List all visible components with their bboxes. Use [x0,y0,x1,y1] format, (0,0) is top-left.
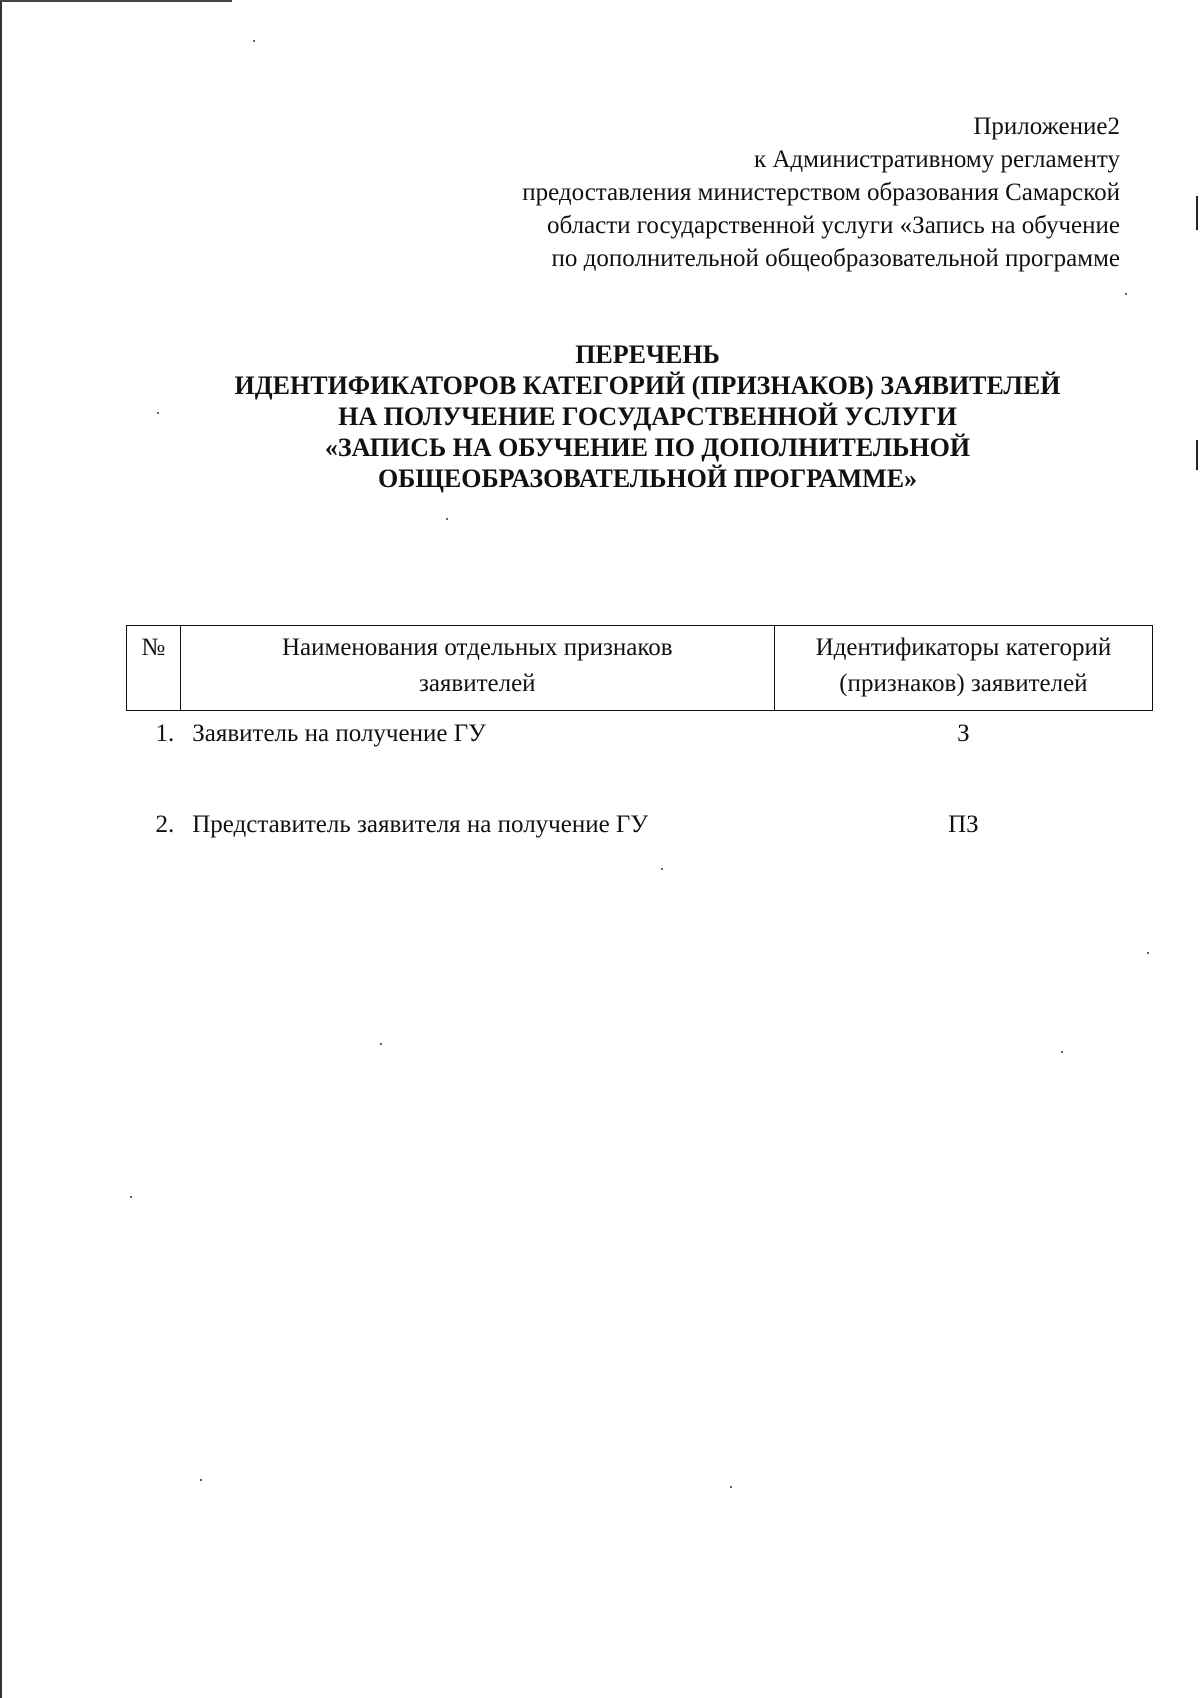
row-applicant-feature: Представитель заявителя на получение ГУ [192,811,649,838]
table-header-row [127,626,1153,711]
header-id-line: Идентификаторы категорий [815,634,1112,661]
scan-speck [1061,1051,1063,1053]
header-number-label: № [141,634,166,661]
row-category-identifier: З [957,720,970,747]
header-number [127,626,181,711]
header-name-line: заявителей [418,670,536,697]
header-name-line: Наименования отдельных признаков [281,634,673,661]
header-applicant-feature-name [180,626,774,711]
scan-speck [661,868,663,870]
scan-speck [380,1043,382,1045]
appendix-line: области государственной услуги «Запись на обучение [546,212,1120,239]
row-applicant-feature: Заявитель на получение ГУ [192,720,486,747]
table-row [127,711,1153,811]
appendix-line: предоставления министерством образования Самарской [522,179,1120,206]
title-line: НА ПОЛУЧЕНИЕ ГОСУДАРСТВЕННОЙ УСЛУГИ [338,402,957,431]
scan-edge-left [0,0,2,1698]
appendix-line: по дополнительной общеобразовательной программе [551,245,1120,272]
title-line: ОБЩЕОБРАЗОВАТЕЛЬНОЙ ПРОГРАММЕ» [377,464,918,493]
document-title [120,339,1175,494]
title-line: «ЗАПИСЬ НА ОБУЧЕНИЕ ПО ДОПОЛНИТЕЛЬНОЙ [324,433,971,462]
scan-speck [200,1479,202,1481]
title-line: ИДЕНТИФИКАТОРОВ КАТЕГОРИЙ (ПРИЗНАКОВ) ЗАЯВИТЕЛЕЙ [234,371,1061,400]
appendix-line: к Административному регламенту [753,146,1120,173]
applicant-identifiers-table [126,625,1153,851]
scan-margin-mark [1196,196,1198,230]
scan-speck [730,1486,732,1488]
scan-margin-mark [1196,440,1198,470]
scan-speck [446,518,448,520]
title-line: ПЕРЕЧЕНЬ [575,340,720,369]
appendix-reference [360,110,1120,275]
scan-speck [253,40,255,42]
table-row [127,810,1153,851]
scan-speck [1147,952,1149,954]
scan-speck [130,1196,132,1198]
row-number: 2. [155,811,175,838]
appendix-line: Приложение2 [973,113,1120,140]
header-id-line: (признаков) заявителей [839,670,1088,697]
row-category-identifier: ПЗ [948,811,979,838]
header-category-identifier [774,626,1152,711]
row-number: 1. [155,720,175,747]
scan-edge-top [0,0,232,2]
scan-speck [1125,293,1127,295]
